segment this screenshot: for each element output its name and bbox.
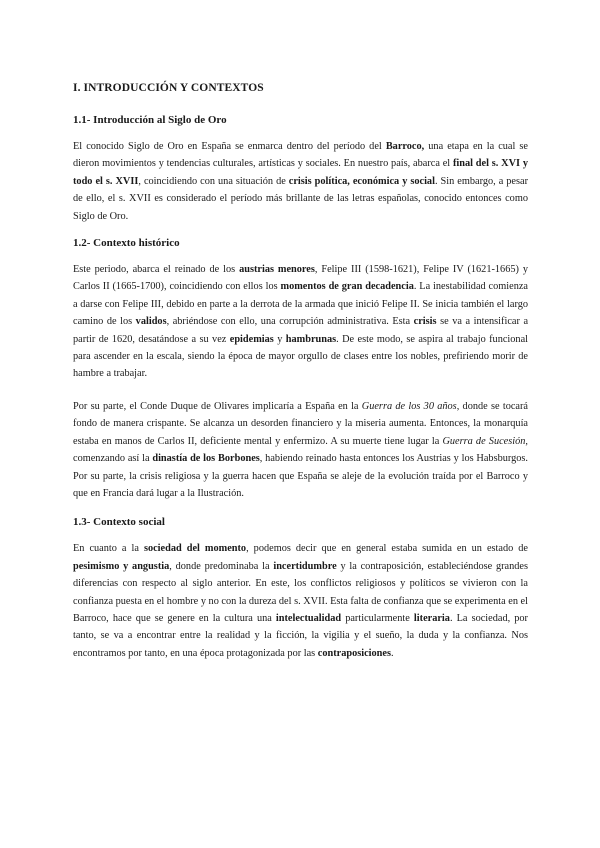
text-run: Este periodo, abarca el reinado de los (73, 264, 240, 276)
text-run: El conocido Siglo de Oro en España se enmarca dentro del período del (73, 141, 386, 152)
text-run: , Felipe III (1598-1621), Felipe IV (1621-1665) y Carlos II (1665-1700), coincidiendo con ellos los (73, 264, 528, 293)
bold-text-run: literaria (413, 612, 450, 624)
bold-text-run: Barroco, (385, 141, 425, 152)
paragraph-social (73, 540, 528, 662)
bold-text-run: crisis (413, 316, 437, 328)
bold-text-run: incertidumbre (273, 560, 337, 572)
text-run: y la contraposición, estableciéndose grandes diferencias con respecto al siglo anterior. En este, los conflictos religiosos y políticos se vivieron con la confianza puesta en el hombre y no con la dureza del s. XVII. Esta falta de confianza que se experimenta en el Barroco, hace que se genere en la cultura una (73, 560, 529, 624)
paragraph-historico-1 (73, 261, 528, 383)
text-run: . La sociedad, por tanto, se va a encontrar entre la realidad y la ficción, la vigilia y el sueño, la duda y la confianza. Nos encontramos por tanto, en una época protagonizada por las (73, 612, 528, 659)
bold-text-run: intelectualidad (275, 612, 342, 624)
text-run: , abriéndose con ello, una corrupción administrativa. Esta (166, 316, 414, 328)
text-run: , donde se tocará fondo de manera crispante. Se alcanza un desorden financiero y la miseria aumenta. Entonces, la monarquía estaba en manos de Carlos II, deficiente mental y enfermizo. A su muerte tiene lugar la (73, 400, 528, 447)
text-run: , podemos decir que en general estaba sumida en un estado de (246, 543, 529, 555)
text-run: particularmente (341, 612, 414, 624)
text-run: , habiendo reinado hasta entonces los Austrias y los Habsburgos. Por su parte, la crisis religiosa y la guerra hacen que España se aleje de la evolución traída por el Barroco y que en Francia dará lugar a la Ilustración. (73, 453, 528, 499)
text-run: . De este modo, se aspira al trabajo funcional para ascender en la escala, siendo la época de mayor orgullo de clases entre los nobles, prefiriendo morir de hambre a trabajar. (73, 333, 528, 380)
text-run: y (273, 333, 286, 345)
text-run: . La inestabilidad comienza a darse con Felipe III, debido en parte a la derrota de la armada que inició Felipe II. Se inicia también el largo camino de los (73, 281, 528, 328)
section-heading-introduccion: 1.1- Introducción al Siglo de Oro (73, 114, 227, 126)
text-run: , comenzando así la (73, 435, 528, 465)
document-title: I. INTRODUCCIÓN Y CONTEXTOS (73, 82, 264, 94)
text-run: . Sin embargo, a pesar de ello, el s. XVII es considerado el período más brillante de las letras españolas, conocido entonces como Siglo de Oro. (73, 175, 528, 222)
bold-text-run: dinastía de los Borbones (152, 453, 260, 465)
text-run: . (390, 647, 394, 659)
italic-text-run: Guerra de Sucesión (442, 435, 526, 447)
bold-text-run: crisis política, económica y social (288, 175, 435, 187)
bold-text-run: austrias menores (239, 264, 315, 276)
bold-text-run: hambrunas (285, 333, 337, 345)
text-run: se va a intensificar a partir de 1620, desatándose a su vez (73, 316, 529, 345)
text-run: una etapa en la cual se dieron movimientos y tendencias culturales, artísticas y sociales. En nuestro país, abarca el (73, 141, 528, 170)
paragraph-introduccion (73, 138, 528, 225)
bold-text-run: pesimismo y angustia (73, 560, 170, 572)
paragraph-historico-2 (73, 398, 528, 502)
section-heading-contexto-historico: 1.2- Contexto histórico (73, 237, 180, 250)
bold-text-run: contraposiciones (317, 647, 391, 659)
bold-text-run: validos (135, 316, 167, 328)
document-page (73, 82, 528, 677)
bold-text-run: final del s. XVI y todo el s. XVII (73, 158, 528, 187)
section-heading-contexto-social: 1.3- Contexto social (73, 516, 165, 529)
italic-text-run: Guerra de los 30 años (361, 400, 457, 412)
text-run: En cuanto a la (73, 543, 144, 555)
bold-text-run: epidemias (229, 333, 274, 345)
text-run: , coincidiendo con una situación de (138, 175, 289, 187)
text-run: Por su parte, el Conde Duque de Olivares implicaría a España en la (73, 400, 362, 412)
text-run: , donde predominaba la (169, 560, 274, 572)
bold-text-run: sociedad del momento (143, 543, 247, 555)
bold-text-run: momentos de gran decadencia (280, 281, 414, 293)
